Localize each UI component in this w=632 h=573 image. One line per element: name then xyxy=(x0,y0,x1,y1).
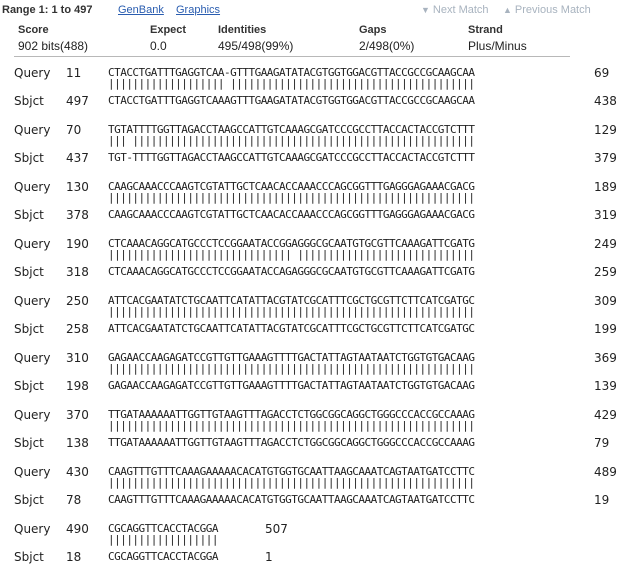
subject-label: Sbjct xyxy=(14,436,44,450)
expect-header: Expect xyxy=(150,24,187,36)
query-label: Query xyxy=(14,522,51,536)
subject-label: Sbjct xyxy=(14,322,44,336)
subject-sequence: CGCAGGTTCACCTACGGA xyxy=(108,550,218,563)
query-end: 249 xyxy=(594,237,617,251)
subject-sequence: TGT-TTTTGGTTAGACCTAAGCCATTGTCAAAGCGATCCCGCCTTACCACTACCGTCTTT xyxy=(108,151,475,164)
match-line: |||||||||||||||||||||||||||||||||||||||||||||||||||||||||||| xyxy=(108,191,475,204)
query-label: Query xyxy=(14,66,51,80)
query-label: Query xyxy=(14,294,51,308)
match-line: |||||||||||||||||||||||||||||||||||||||||||||||||||||||||||| xyxy=(108,362,475,375)
query-sequence: TTGATAAAAAATTGGTTGTAAGTTTAGACCTCTGGCGGCAGGCTGGGCCCACCGCCAAAG xyxy=(108,408,475,421)
subject-start: 378 xyxy=(66,208,89,222)
query-sequence: GAGAACCAAGAGATCCGTTGTTGAAAGTTTTGACTATTAGTAATAATCTGGTGTGACAAG xyxy=(108,351,475,364)
alignment-header-bar xyxy=(0,0,632,20)
match-line: |||||||||||||||||||||||||||||| ||||||||||||||||||||||||||||| xyxy=(108,248,475,261)
subject-start: 318 xyxy=(66,265,89,279)
query-end: 309 xyxy=(594,294,617,308)
query-start: 430 xyxy=(66,465,89,479)
next-match-link[interactable] xyxy=(421,4,489,16)
subject-start: 437 xyxy=(66,151,89,165)
subject-label: Sbjct xyxy=(14,151,44,165)
subject-label: Sbjct xyxy=(14,550,44,564)
strand-value: Plus/Minus xyxy=(468,39,527,53)
query-start: 490 xyxy=(66,522,89,536)
subject-label: Sbjct xyxy=(14,94,44,108)
query-end: 69 xyxy=(594,66,610,80)
query-sequence: CTACCTGATTTGAGGTCAA-GTTTGAAGATATACGTGGTGGACGTTACCGCCGCAAGCAA xyxy=(108,66,475,79)
subject-sequence: ATTCACGAATATCTGCAATTCATATTACGTATCGCATTTCGCTGCGTTCTTCATCGATGC xyxy=(108,322,475,335)
subject-label: Sbjct xyxy=(14,265,44,279)
match-line: ||||||||||||||||||| |||||||||||||||||||||||||||||||||||||||| xyxy=(108,77,475,90)
triangle-up-icon: ▲ xyxy=(503,5,512,15)
subject-end: 19 xyxy=(594,493,610,507)
query-start: 310 xyxy=(66,351,89,365)
query-start: 250 xyxy=(66,294,89,308)
query-label: Query xyxy=(14,237,51,251)
subject-end: 319 xyxy=(594,208,617,222)
previous-match-link[interactable] xyxy=(503,4,591,16)
subject-end: 139 xyxy=(594,379,617,393)
query-start: 370 xyxy=(66,408,89,422)
match-line: |||||||||||||||||| xyxy=(108,533,218,546)
subject-end: 199 xyxy=(594,322,617,336)
match-line: |||||||||||||||||||||||||||||||||||||||||||||||||||||||||||| xyxy=(108,305,475,318)
query-label: Query xyxy=(14,408,51,422)
graphics-link[interactable]: Graphics xyxy=(176,4,221,16)
subject-start: 258 xyxy=(66,322,89,336)
subject-label: Sbjct xyxy=(14,379,44,393)
subject-label: Sbjct xyxy=(14,493,44,507)
query-sequence: CAAGCAAACCCAAGTCGTATTGCTCAACACCAAACCCAGCGGTTTGAGGGAGAAACGACG xyxy=(108,180,475,193)
query-sequence: CGCAGGTTCACCTACGGA xyxy=(108,522,218,535)
subject-end: 1 xyxy=(265,550,273,564)
query-end: 129 xyxy=(594,123,617,137)
query-start: 190 xyxy=(66,237,89,251)
triangle-down-icon: ▼ xyxy=(421,5,430,15)
score-value: 902 bits(488) xyxy=(18,39,89,53)
query-sequence: CTCAAACAGGCATGCCCTCCGGAATACCGGAGGGCGCAATGTGCGTTCAAAGATTCGATG xyxy=(108,237,475,250)
query-start: 130 xyxy=(66,180,89,194)
query-end: 369 xyxy=(594,351,617,365)
expect-value: 0.0 xyxy=(150,39,167,53)
query-end: 507 xyxy=(265,522,288,536)
match-line: |||||||||||||||||||||||||||||||||||||||||||||||||||||||||||| xyxy=(108,476,475,489)
query-end: 189 xyxy=(594,180,617,194)
query-label: Query xyxy=(14,180,51,194)
subject-sequence: GAGAACCAAGAGATCCGTTGTTGAAAGTTTTGACTATTAGTAATAATCTGGTGTGACAAG xyxy=(108,379,475,392)
query-end: 489 xyxy=(594,465,617,479)
query-start: 70 xyxy=(66,123,82,137)
query-start: 11 xyxy=(66,66,82,80)
gaps-value: 2/498(0%) xyxy=(359,39,415,53)
match-line: ||| |||||||||||||||||||||||||||||||||||||||||||||||||||||||| xyxy=(108,134,475,147)
previous-match-label: Previous Match xyxy=(514,4,591,16)
strand-header: Strand xyxy=(468,24,503,36)
subject-end: 438 xyxy=(594,94,617,108)
identities-value: 495/498(99%) xyxy=(218,39,294,53)
query-sequence: TGTATTTTGGTTAGACCTAAGCCATTGTCAAAGCGATCCCGCCTTACCACTACCGTCTTT xyxy=(108,123,475,136)
subject-sequence: CTACCTGATTTGAGGTCAAAGTTTGAAGATATACGTGGTGGACGTTACCGCCGCAAGCAA xyxy=(108,94,475,107)
subject-sequence: CAAGCAAACCCAAGTCGTATTGCTCAACACCAAACCCAGCGGTTTGAGGGAGAAACGACG xyxy=(108,208,475,221)
match-line: |||||||||||||||||||||||||||||||||||||||||||||||||||||||||||| xyxy=(108,419,475,432)
subject-end: 259 xyxy=(594,265,617,279)
query-sequence: CAAGTTTGTTTCAAAGAAAAACACATGTGGTGCAATTAAGCAAATCAGTAATGATCCTTC xyxy=(108,465,475,478)
subject-start: 78 xyxy=(66,493,82,507)
query-sequence: ATTCACGAATATCTGCAATTCATATTACGTATCGCATTTCGCTGCGTTCTTCATCGATGC xyxy=(108,294,475,307)
gaps-header: Gaps xyxy=(359,24,387,36)
query-label: Query xyxy=(14,465,51,479)
alignment-stats-table xyxy=(14,22,570,57)
identities-header: Identities xyxy=(218,24,267,36)
query-end: 429 xyxy=(594,408,617,422)
subject-end: 379 xyxy=(594,151,617,165)
subject-start: 497 xyxy=(66,94,89,108)
subject-sequence: TTGATAAAAAATTGGTTGTAAGTTTAGACCTCTGGCGGCAGGCTGGGCCCACCGCCAAAG xyxy=(108,436,475,449)
range-label: Range 1: 1 to 497 xyxy=(2,4,93,16)
genbank-link[interactable]: GenBank xyxy=(118,4,164,16)
subject-start: 18 xyxy=(66,550,82,564)
next-match-label: Next Match xyxy=(432,4,489,16)
query-label: Query xyxy=(14,351,51,365)
subject-end: 79 xyxy=(594,436,610,450)
subject-start: 138 xyxy=(66,436,89,450)
subject-start: 198 xyxy=(66,379,89,393)
subject-sequence: CAAGTTTGTTTCAAAGAAAAACACATGTGGTGCAATTAAGCAAATCAGTAATGATCCTTC xyxy=(108,493,475,506)
subject-label: Sbjct xyxy=(14,208,44,222)
score-header: Score xyxy=(18,24,49,36)
subject-sequence: CTCAAACAGGCATGCCCTCCGGAATACCAGAGGGCGCAATGTGCGTTCAAAGATTCGATG xyxy=(108,265,475,278)
query-label: Query xyxy=(14,123,51,137)
